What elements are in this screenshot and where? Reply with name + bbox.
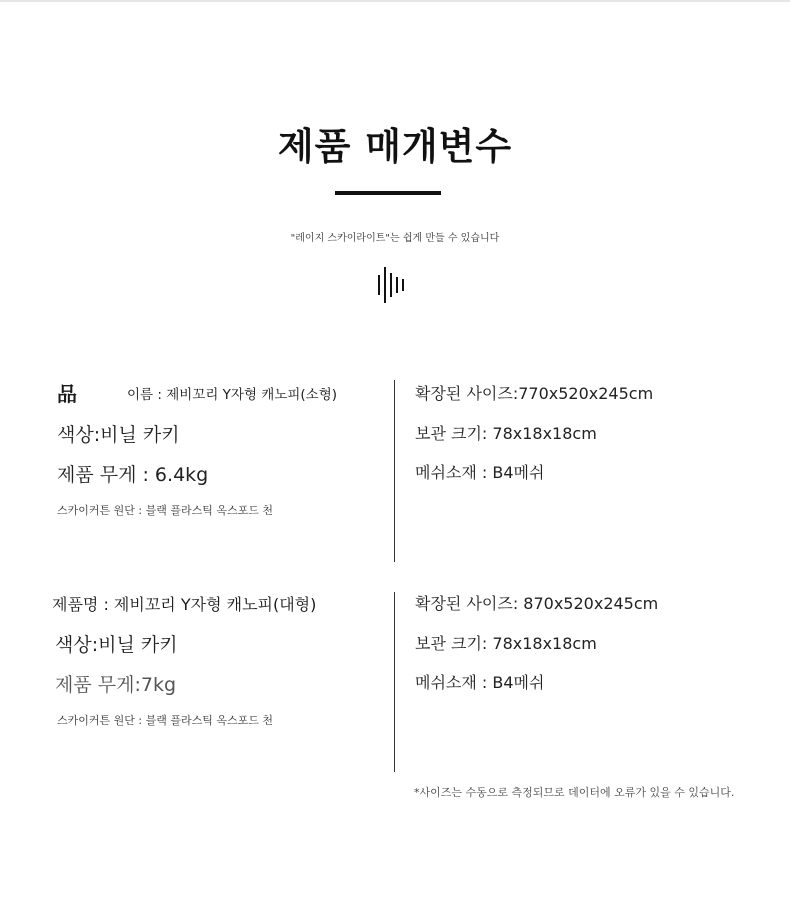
section1-divider: [394, 380, 395, 562]
storage-size-small: 보관 크기: 78x18x18cm: [415, 424, 597, 443]
sound-wave-icon: [378, 267, 406, 303]
product-weight-large: 제품 무게:7kg: [55, 674, 177, 696]
title-underline: [335, 191, 441, 195]
product-glyph: 品: [57, 382, 77, 406]
expanded-size-large: 확장된 사이즈: 870x520x245cm: [415, 594, 659, 613]
product-name-small: 이름 : 제비꼬리 Y자형 캐노피(소형): [127, 387, 338, 403]
product-fabric-large: 스카이커튼 원단 : 블랙 플라스틱 옥스포드 천: [57, 714, 273, 727]
product-weight-small: 제품 무게 : 6.4kg: [57, 464, 209, 486]
top-divider: [0, 0, 790, 2]
page-subtitle: "레이지 스카이라이트"는 쉽게 만들 수 있습니다: [290, 233, 500, 244]
product-fabric-small: 스카이커튼 원단 : 블랙 플라스틱 옥스포드 천: [57, 504, 273, 517]
mesh-material-large: 메쉬소재 : B4메쉬: [415, 673, 545, 692]
storage-size-large: 보관 크기: 78x18x18cm: [415, 634, 597, 653]
product-color-small: 색상:비닐 카키: [57, 424, 180, 446]
product-color-large: 색상:비닐 카키: [55, 634, 178, 656]
page-title: 제품 매개변수: [277, 125, 513, 168]
measurement-footnote: *사이즈는 수동으로 측정되므로 데이터에 오류가 있을 수 있습니다.: [414, 786, 735, 799]
section2-divider: [394, 592, 395, 772]
mesh-material-small: 메쉬소재 : B4메쉬: [415, 463, 545, 482]
product-name-large: 제품명 : 제비꼬리 Y자형 캐노피(대형): [52, 595, 317, 614]
expanded-size-small: 확장된 사이즈:770x520x245cm: [415, 384, 654, 403]
